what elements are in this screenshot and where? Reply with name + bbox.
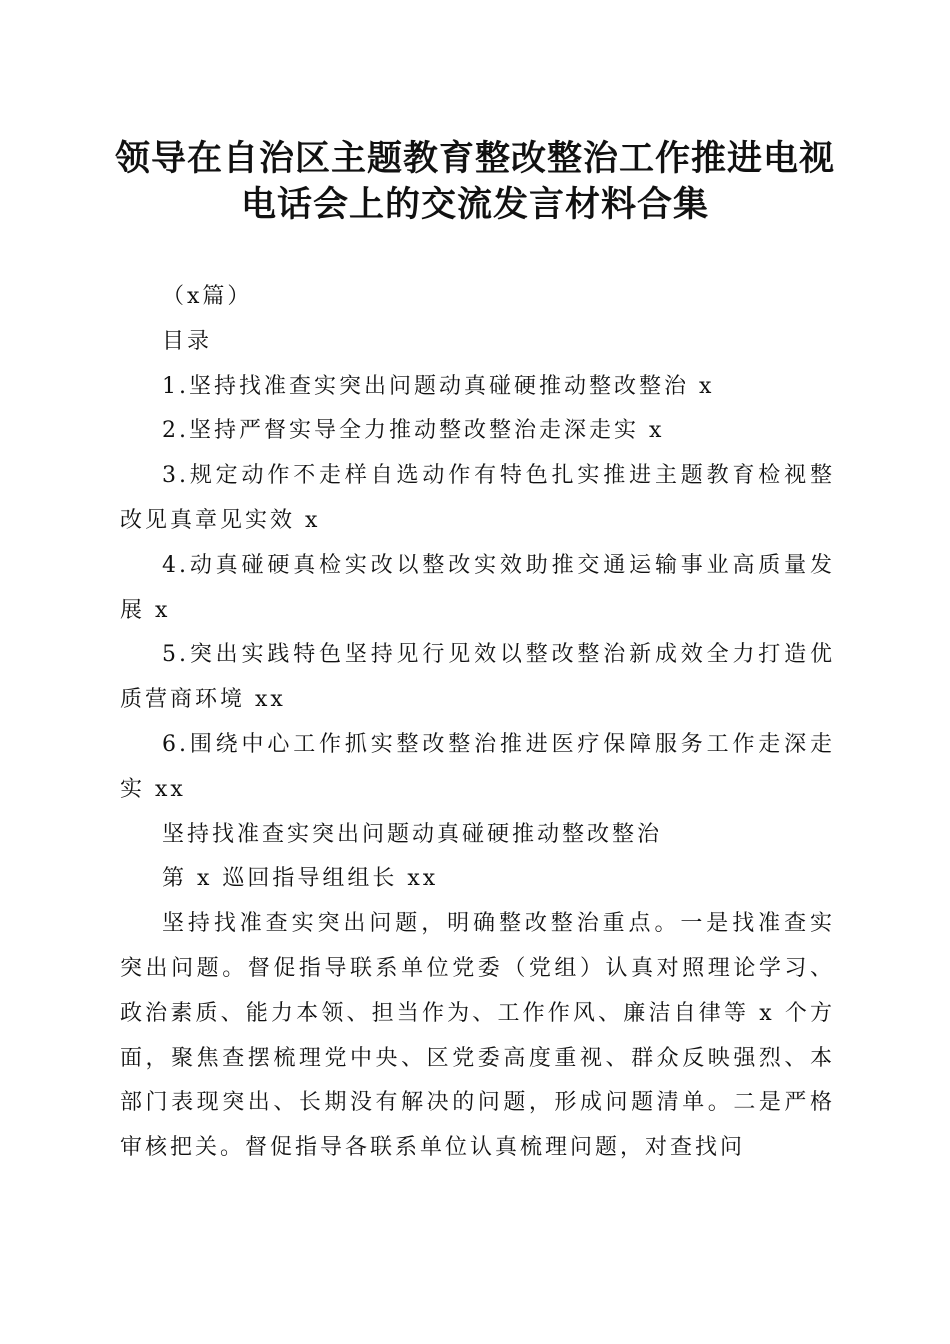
toc-heading: 目录 [162, 328, 213, 354]
toc-item-5: 5.突出实践特色坚持见行见效以整改整治新成效全力打造优质营商环境 xx [120, 642, 835, 713]
toc-item-1: 1.坚持找准查实突出问题动真碰硬推动整改整治 x [162, 373, 715, 399]
toc-item-4: 4.动真碰硬真检实改以整改实效助推交通运输事业高质量发展 x [120, 552, 835, 623]
body-paragraph: 坚持找准查实突出问题，明确整改整治重点。一是找准查实突出问题。督促指导联系单位党委（党组）认真对照理论学习、政治素质、能力本领、担当作为、工作作风、廉洁自律等 x 个方面，聚焦查摆梳理党中央、区党委高度重视、群众反映强烈、本部门表现突出、长期没有解决的问题，形成问题清单。二是严格审核把关。督促指导各联系单位认真梳理问题，对查找问 [120, 911, 835, 1161]
document-title-line-1: 领导在自治区主题教育整改整治工作推进电视 [114, 138, 835, 179]
section-author: 第 x 巡回指导组组长 xx [162, 866, 439, 892]
toc-item-3: 3.规定动作不走样自选动作有特色扎实推进主题教育检视整改见真章见实效 x [120, 463, 835, 533]
document-body [120, 275, 835, 1171]
toc-item-6: 6.围绕中心工作抓实整改整治推进医疗保障服务工作走深走实 xx [120, 731, 835, 802]
toc-item-2: 2.坚持严督实导全力推动整改整治走深走实 x [162, 418, 665, 444]
section-title: 坚持找准查实突出问题动真碰硬推动整改整治 [162, 821, 663, 847]
article-count: （x篇） [162, 284, 253, 309]
document-title-line-2: 电话会上的交流发言材料合集 [240, 184, 709, 225]
